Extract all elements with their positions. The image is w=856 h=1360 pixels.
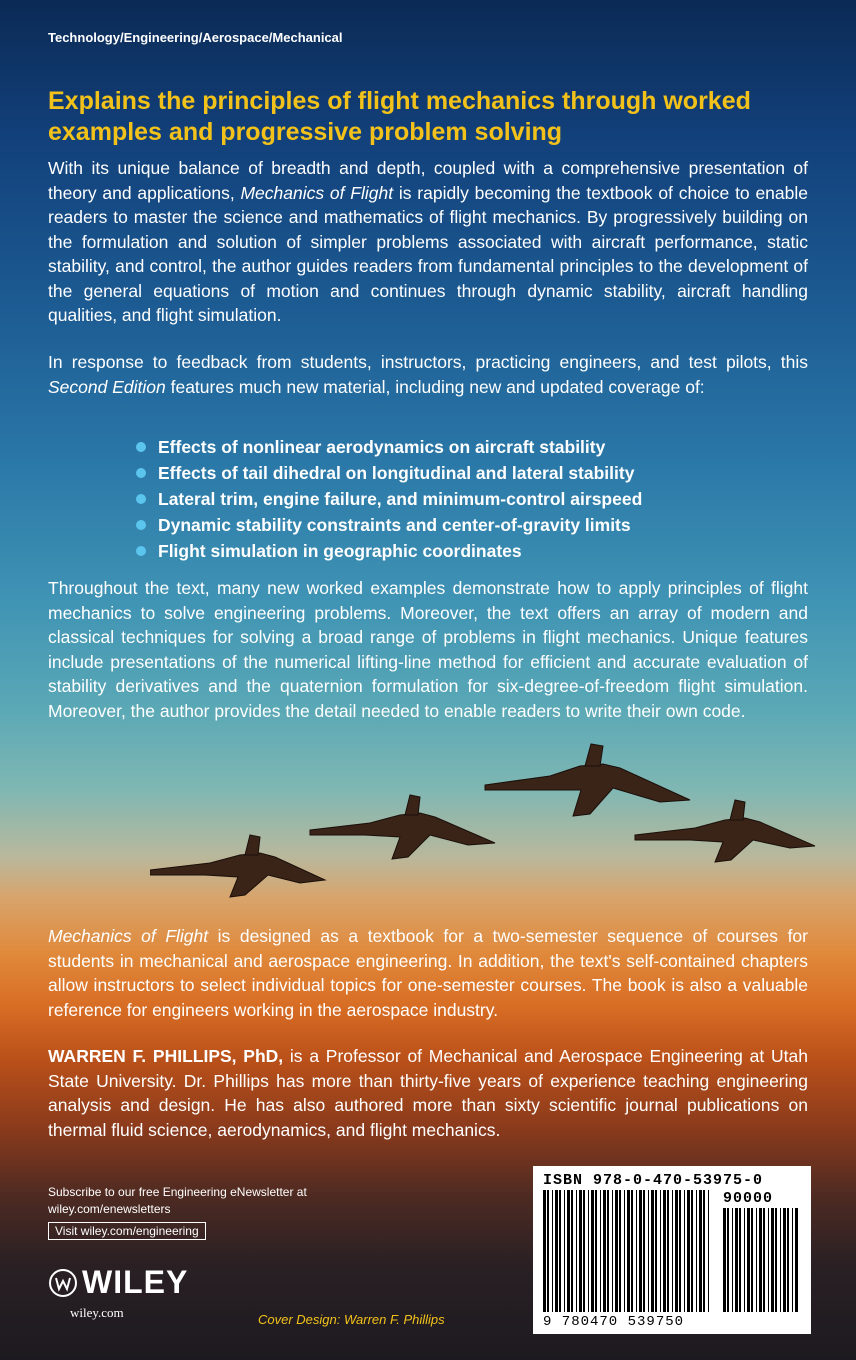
wiley-seal-icon xyxy=(48,1268,78,1298)
para2-after: features much new material, including new and updated coverage of: xyxy=(165,376,705,397)
publisher-name: WILEY xyxy=(82,1264,189,1300)
author-name: WARREN F. PHILLIPS, PhD, xyxy=(48,1046,284,1066)
description-paragraph-2 xyxy=(48,350,808,399)
publisher-url[interactable]: wiley.com xyxy=(70,1305,124,1320)
feature-item: Effects of nonlinear aerodynamics on aircraft stability xyxy=(136,434,642,460)
feature-item: Flight simulation in geographic coordinates xyxy=(136,538,642,564)
category-label: Technology/Engineering/Aerospace/Mechanical xyxy=(48,30,343,45)
feature-item: Dynamic stability constraints and center-of-gravity limits xyxy=(136,512,642,538)
ean-digits: 9 780470 539750 xyxy=(543,1314,685,1330)
bullet-icon xyxy=(136,468,146,478)
cover-credit: Cover Design: Warren F. Phillips xyxy=(258,1312,445,1327)
newsletter-link[interactable]: wiley.com/enewsletters xyxy=(48,1202,171,1216)
newsletter-line-1: Subscribe to our free Engineering eNewsletter at xyxy=(48,1185,307,1199)
book-title: Mechanics of Flight xyxy=(240,182,394,203)
visit-website-link[interactable]: Visit wiley.com/engineering xyxy=(48,1222,206,1240)
price-code: 90000 xyxy=(723,1190,774,1207)
para4-after: is designed as a textbook for a two-semester sequence of courses for students in mechanical and aerospace engineering. In addition, the text's self-contained chapters allow instructors to select individual topics for one-semester courses. The book is also a valuable reference for engineers working in the aerospace industry. xyxy=(48,926,808,1020)
publisher-logo xyxy=(48,1264,188,1301)
jet-icon xyxy=(150,835,325,897)
author-bio xyxy=(48,1044,808,1142)
bullet-icon xyxy=(136,546,146,556)
jet-icon xyxy=(310,795,495,859)
ean-barcode xyxy=(543,1190,713,1312)
para1-before: With its unique balance of breadth and depth, coupled with a comprehensive presentation of theory and applications, xyxy=(48,158,808,203)
feature-list xyxy=(136,434,642,564)
addon-barcode xyxy=(723,1208,801,1312)
jet-icon xyxy=(485,744,690,816)
description-paragraph-1 xyxy=(48,156,808,328)
fighter-jets-illustration xyxy=(150,715,830,915)
author-bio-text: is a Professor of Mechanical and Aerospace Engineering at Utah State University. Dr. Phillips has more than thirty-five years of experience teaching engineering analysis and design. He has also authored more than sixty scientific journal publications on thermal fluid science, aerodynamics, and flight mechanics. xyxy=(48,1046,808,1140)
feature-item: Lateral trim, engine failure, and minimum-control airspeed xyxy=(136,486,642,512)
barcode-panel xyxy=(533,1166,811,1334)
edition-label: Second Edition xyxy=(48,376,166,397)
jet-icon xyxy=(635,800,815,862)
bullet-icon xyxy=(136,442,146,452)
bullet-icon xyxy=(136,494,146,504)
bullet-icon xyxy=(136,520,146,530)
description-paragraph-4 xyxy=(48,924,808,1022)
isbn-text: ISBN 978-0-470-53975-0 xyxy=(543,1172,764,1189)
book-title: Mechanics of Flight xyxy=(48,926,209,946)
para2-before: In response to feedback from students, instructors, practicing engineers, and test pilots, this xyxy=(48,352,808,372)
feature-item: Effects of tail dihedral on longitudinal and lateral stability xyxy=(136,460,642,486)
para1-after: is rapidly becoming the textbook of choice to enable readers to master the science and mathematics of flight mechanics. By progressively building on the formulation and solution of simpler problems associated with aircraft performance, static stability, and control, the author guides readers from fundamental principles to the development of the general equations of motion and continues through dynamic stability, aircraft handling qualities, and flight simulation. xyxy=(48,182,808,325)
headline: Explains the principles of flight mechanics through worked examples and progressive problem solving xyxy=(48,87,751,146)
description-paragraph-3: Throughout the text, many new worked examples demonstrate how to apply principles of flight mechanics to solve engineering problems. Moreover, the text offers an array of modern and classical techniques for solving a broad range of problems in flight mechanics. Unique features include presentations of the numerical lifting-line method for efficient and accurate evaluation of stability derivatives and the quaternion formulation for six-degree-of-freedom flight simulation. Moreover, the author provides the detail needed to enable readers to write their own code. xyxy=(48,578,808,721)
